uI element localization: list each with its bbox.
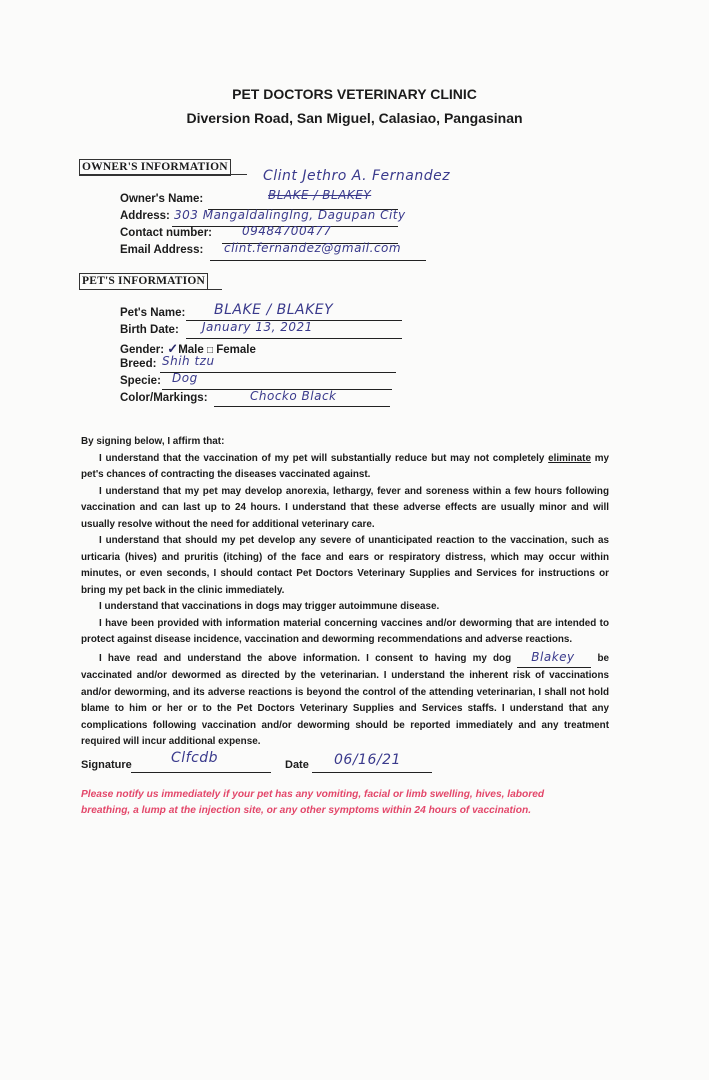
signature-label: Signature xyxy=(81,759,132,771)
contact-label: Contact number: xyxy=(120,227,212,239)
email-value: clint.fernandez@gmail.com xyxy=(224,241,402,255)
section-divider xyxy=(79,289,222,290)
pet-section-heading: PET'S INFORMATION xyxy=(79,273,208,290)
owner-name-label: Owner's Name: xyxy=(120,193,204,205)
section-divider xyxy=(79,174,247,175)
dog-name-value: Blakey xyxy=(531,649,575,664)
birth-date-label: Birth Date: xyxy=(120,324,179,336)
date-value: 06/16/21 xyxy=(334,752,401,768)
specie-value: Dog xyxy=(172,371,198,385)
consent-text xyxy=(81,434,609,751)
color-markings-label: Color/Markings: xyxy=(120,392,208,404)
specie-field[interactable] xyxy=(162,373,392,390)
consent-paragraph: I understand that should my pet develop any severe of unanticipated reaction to the vaccination, such as urticaria (hives) and pruritis (itching) of the face and ears or respiratory distress, which may occur within minutes, or even seconds, I should contact Pet Doctors Veterinary Supplies and Services for instructions or bring my pet back in the clinic immediately. xyxy=(81,535,609,596)
color-markings-field[interactable] xyxy=(214,390,390,407)
date-label: Date xyxy=(285,759,309,771)
checkbox-icon[interactable]: □ xyxy=(206,345,214,356)
dog-name-field[interactable] xyxy=(517,649,591,669)
clinic-name: PET DOCTORS VETERINARY CLINIC xyxy=(232,86,477,102)
consent-paragraph: I have been provided with information material concerning vaccines and/or deworming that are intended to protect against disease incidence, vaccination and deworming recommendations and adverse reactions. xyxy=(81,617,609,645)
breed-label: Breed: xyxy=(120,358,157,370)
owner-name-value: Clint Jethro A. Fernandez xyxy=(263,168,451,184)
email-label: Email Address: xyxy=(120,244,204,256)
consent-paragraph: I understand that the vaccination of my pet will substantially reduce but may not completely eliminate my pet's chances of contracting the diseases vaccinated against. xyxy=(81,452,609,480)
contact-value: 09484700477 xyxy=(242,224,332,238)
pet-name-value: BLAKE / BLAKEY xyxy=(214,302,334,318)
email-field[interactable] xyxy=(210,241,426,261)
specie-label: Specie: xyxy=(120,375,161,387)
consent-paragraph: I understand that my pet may develop anorexia, lethargy, fever and soreness within a few hours following vaccination and can last up to 24 hours. I understand that these adverse effects are usually minor and will usually resolve without the need for additional veterinary care. xyxy=(81,485,609,530)
address-value: 303 Mangaldalinglng, Dagupan City xyxy=(174,208,406,222)
date-field[interactable] xyxy=(312,752,432,773)
breed-value: Shih tzu xyxy=(162,354,215,368)
signature-value: Clfcdb xyxy=(171,750,219,766)
birth-date-value: January 13, 2021 xyxy=(202,320,313,334)
owner-section-heading: OWNER'S INFORMATION xyxy=(79,159,231,176)
gender-male-option: Male xyxy=(178,344,204,356)
pet-name-field[interactable] xyxy=(186,304,402,321)
clinic-address: Diversion Road, San Miguel, Calasiao, Pangasinan xyxy=(186,110,523,126)
color-markings-value: Chocko Black xyxy=(250,389,337,403)
notice-text: Please notify us immediately if your pet has any vomiting, facial or limb swelling, hives, labored breathing, a lump at the injection site, or any other symptoms within 24 hours of vaccination. xyxy=(81,789,545,816)
gender-label: Gender: xyxy=(120,344,165,356)
birth-date-field[interactable] xyxy=(186,322,402,339)
consent-intro: By signing below, I affirm that: xyxy=(81,436,225,447)
pet-name-label: Pet's Name: xyxy=(120,307,186,319)
owner-name-struck-value: BLAKE / BLAKEY xyxy=(268,188,372,202)
consent-paragraph: I have read and understand the above information. I consent to having my dog Blakey be vaccinated and/or dewormed as directed by the veterinarian. I understand the inherent risk of vaccinations and/or deworming, and its adverse reactions is beyond the control of the attending veterinarian, I shall not hold blame to him or her or to the Pet Doctors Veterinary Supplies and Services staffs. I understand that any complications following vaccination and/or deworming should be reported immediately and any treatment required will incur additional expense. xyxy=(81,649,609,747)
signature-field[interactable] xyxy=(131,750,271,773)
gender-female-option: Female xyxy=(216,344,256,356)
checkmark-icon[interactable]: ✓ xyxy=(167,341,179,356)
consent-paragraph: I understand that vaccinations in dogs may trigger autoimmune disease. xyxy=(99,601,440,612)
address-label: Address: xyxy=(120,210,170,222)
